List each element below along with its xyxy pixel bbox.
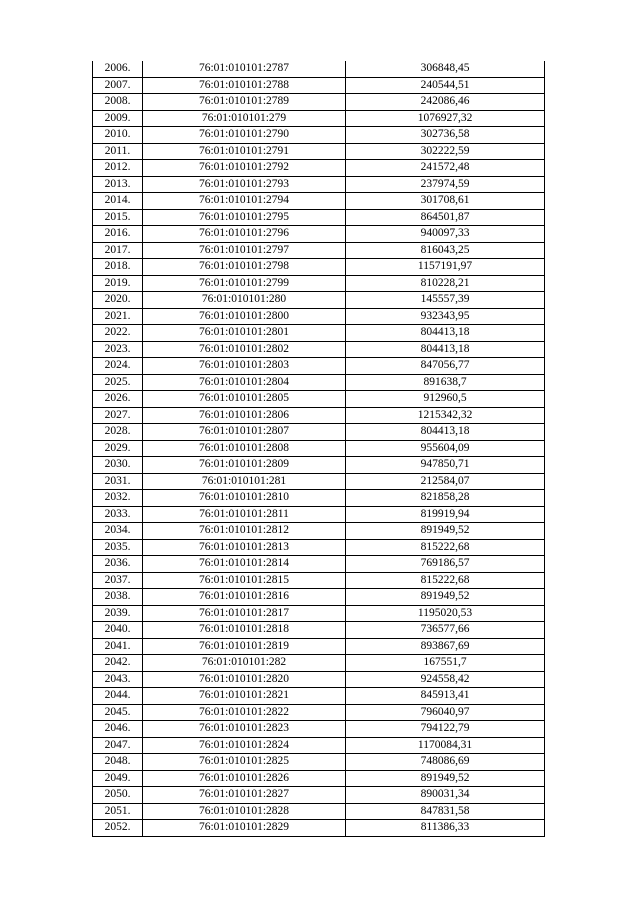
table-row: [93, 671, 545, 688]
table-row: [93, 94, 545, 111]
row-number-cell: 2036.: [93, 556, 143, 573]
cadastral-number-cell: 76:01:010101:2819: [143, 638, 346, 655]
cadastral-number-cell: 76:01:010101:282: [143, 655, 346, 672]
cadastral-value-cell: 241572,48: [346, 160, 545, 177]
cadastral-number-cell: 76:01:010101:2801: [143, 325, 346, 342]
cadastral-value-cell: 804413,18: [346, 424, 545, 441]
table-row: [93, 209, 545, 226]
row-number-cell: 2051.: [93, 803, 143, 820]
table-row: [93, 572, 545, 589]
cadastral-number-cell: 76:01:010101:279: [143, 110, 346, 127]
row-number-cell: 2018.: [93, 259, 143, 276]
table-row: [93, 61, 545, 77]
table-row: [93, 770, 545, 787]
row-number-cell: 2025.: [93, 374, 143, 391]
row-number-cell: 2032.: [93, 490, 143, 507]
table-row: [93, 638, 545, 655]
table-row: [93, 308, 545, 325]
cadastral-value-cell: 912960,5: [346, 391, 545, 408]
row-number-cell: 2008.: [93, 94, 143, 111]
table-row: [93, 820, 545, 837]
table-row: [93, 721, 545, 738]
cadastral-value-cell: 891949,52: [346, 589, 545, 606]
table-row: [93, 242, 545, 259]
table-row: [93, 605, 545, 622]
cadastral-value-cell: 212584,07: [346, 473, 545, 490]
table-row: [93, 704, 545, 721]
cadastral-number-cell: 76:01:010101:2827: [143, 787, 346, 804]
row-number-cell: 2007.: [93, 77, 143, 94]
row-number-cell: 2023.: [93, 341, 143, 358]
table-row: [93, 589, 545, 606]
cadastral-value-cell: 794122,79: [346, 721, 545, 738]
cadastral-value-cell: 301708,61: [346, 193, 545, 210]
cadastral-number-cell: 76:01:010101:2825: [143, 754, 346, 771]
row-number-cell: 2046.: [93, 721, 143, 738]
cadastral-number-cell: 76:01:010101:2818: [143, 622, 346, 639]
row-number-cell: 2013.: [93, 176, 143, 193]
table-row: [93, 77, 545, 94]
table-row: [93, 737, 545, 754]
cadastral-value-cell: 847831,58: [346, 803, 545, 820]
cadastral-value-cell: 306848,45: [346, 61, 545, 77]
cadastral-number-cell: 76:01:010101:2806: [143, 407, 346, 424]
row-number-cell: 2020.: [93, 292, 143, 309]
cadastral-number-cell: 76:01:010101:280: [143, 292, 346, 309]
table-row: [93, 193, 545, 210]
cadastral-value-cell: 237974,59: [346, 176, 545, 193]
cadastral-value-cell: 893867,69: [346, 638, 545, 655]
table-row: [93, 176, 545, 193]
cadastral-value-cell: 845913,41: [346, 688, 545, 705]
row-number-cell: 2027.: [93, 407, 143, 424]
cadastral-value-cell: 167551,7: [346, 655, 545, 672]
cadastral-value-cell: 1157191,97: [346, 259, 545, 276]
row-number-cell: 2041.: [93, 638, 143, 655]
row-number-cell: 2030.: [93, 457, 143, 474]
row-number-cell: 2019.: [93, 275, 143, 292]
cadastral-value-cell: 736577,66: [346, 622, 545, 639]
row-number-cell: 2022.: [93, 325, 143, 342]
cadastral-value-cell: 1170084,31: [346, 737, 545, 754]
table-row: [93, 160, 545, 177]
cadastral-number-cell: 76:01:010101:2810: [143, 490, 346, 507]
table-row: [93, 539, 545, 556]
table-row: [93, 457, 545, 474]
row-number-cell: 2012.: [93, 160, 143, 177]
cadastral-number-cell: 76:01:010101:2789: [143, 94, 346, 111]
cadastral-value-cell: 769186,57: [346, 556, 545, 573]
cadastral-value-cell: 940097,33: [346, 226, 545, 243]
table-row: [93, 473, 545, 490]
table-row: [93, 292, 545, 309]
cadastral-value-cell: 816043,25: [346, 242, 545, 259]
row-number-cell: 2024.: [93, 358, 143, 375]
cadastral-number-cell: 76:01:010101:2800: [143, 308, 346, 325]
cadastral-value-cell: 302736,58: [346, 127, 545, 144]
table-row: [93, 127, 545, 144]
cadastral-value-cell: 810228,21: [346, 275, 545, 292]
cadastral-number-cell: 76:01:010101:2816: [143, 589, 346, 606]
cadastral-number-cell: 76:01:010101:281: [143, 473, 346, 490]
cadastral-value-cell: 1215342,32: [346, 407, 545, 424]
cadastral-value-cell: 1195020,53: [346, 605, 545, 622]
row-number-cell: 2048.: [93, 754, 143, 771]
row-number-cell: 2049.: [93, 770, 143, 787]
table-row: [93, 688, 545, 705]
row-number-cell: 2038.: [93, 589, 143, 606]
table-row: [93, 391, 545, 408]
cadastral-number-cell: 76:01:010101:2814: [143, 556, 346, 573]
cadastral-number-cell: 76:01:010101:2813: [143, 539, 346, 556]
cadastral-number-cell: 76:01:010101:2796: [143, 226, 346, 243]
row-number-cell: 2040.: [93, 622, 143, 639]
row-number-cell: 2034.: [93, 523, 143, 540]
row-number-cell: 2042.: [93, 655, 143, 672]
cadastral-value-cell: 955604,09: [346, 440, 545, 457]
cadastral-number-cell: 76:01:010101:2794: [143, 193, 346, 210]
table-row: [93, 259, 545, 276]
cadastral-number-cell: 76:01:010101:2821: [143, 688, 346, 705]
table-row: [93, 325, 545, 342]
cadastral-value-cell: 242086,46: [346, 94, 545, 111]
table-row: [93, 226, 545, 243]
cadastral-value-cell: 145557,39: [346, 292, 545, 309]
row-number-cell: 2050.: [93, 787, 143, 804]
row-number-cell: 2033.: [93, 506, 143, 523]
cadastral-number-cell: 76:01:010101:2797: [143, 242, 346, 259]
cadastral-number-cell: 76:01:010101:2823: [143, 721, 346, 738]
cadastral-number-cell: 76:01:010101:2812: [143, 523, 346, 540]
row-number-cell: 2011.: [93, 143, 143, 160]
cadastral-value-cell: 302222,59: [346, 143, 545, 160]
cadastral-number-cell: 76:01:010101:2809: [143, 457, 346, 474]
cadastral-number-cell: 76:01:010101:2803: [143, 358, 346, 375]
cadastral-number-cell: 76:01:010101:2804: [143, 374, 346, 391]
cadastral-value-cell: 947850,71: [346, 457, 545, 474]
cadastral-number-cell: 76:01:010101:2820: [143, 671, 346, 688]
row-number-cell: 2047.: [93, 737, 143, 754]
table-row: [93, 622, 545, 639]
row-number-cell: 2021.: [93, 308, 143, 325]
cadastral-number-cell: 76:01:010101:2790: [143, 127, 346, 144]
cadastral-value-cell: 819919,94: [346, 506, 545, 523]
table-row: [93, 787, 545, 804]
row-number-cell: 2006.: [93, 61, 143, 77]
row-number-cell: 2028.: [93, 424, 143, 441]
row-number-cell: 2039.: [93, 605, 143, 622]
row-number-cell: 2045.: [93, 704, 143, 721]
cadastral-number-cell: 76:01:010101:2829: [143, 820, 346, 837]
row-number-cell: 2052.: [93, 820, 143, 837]
cadastral-value-cell: 815222,68: [346, 539, 545, 556]
cadastral-value-cell: 891949,52: [346, 523, 545, 540]
row-number-cell: 2016.: [93, 226, 143, 243]
cadastral-number-cell: 76:01:010101:2793: [143, 176, 346, 193]
cadastral-value-cell: 811386,33: [346, 820, 545, 837]
cadastral-value-cell: 891638,7: [346, 374, 545, 391]
table-row: [93, 523, 545, 540]
row-number-cell: 2031.: [93, 473, 143, 490]
cadastral-number-cell: 76:01:010101:2792: [143, 160, 346, 177]
table-row: [93, 490, 545, 507]
table-row: [93, 655, 545, 672]
cadastral-value-cell: 864501,87: [346, 209, 545, 226]
table-row: [93, 143, 545, 160]
cadastral-value-cell: 932343,95: [346, 308, 545, 325]
cadastral-number-cell: 76:01:010101:2824: [143, 737, 346, 754]
table-row: [93, 407, 545, 424]
row-number-cell: 2017.: [93, 242, 143, 259]
table-row: [93, 275, 545, 292]
table-row: [93, 110, 545, 127]
cadastral-number-cell: 76:01:010101:2811: [143, 506, 346, 523]
row-number-cell: 2035.: [93, 539, 143, 556]
row-number-cell: 2010.: [93, 127, 143, 144]
cadastral-value-cell: 821858,28: [346, 490, 545, 507]
cadastral-number-cell: 76:01:010101:2807: [143, 424, 346, 441]
table-row: [93, 754, 545, 771]
cadastral-value-table: [92, 61, 545, 837]
row-number-cell: 2009.: [93, 110, 143, 127]
table-row: [93, 440, 545, 457]
table-row: [93, 803, 545, 820]
row-number-cell: 2043.: [93, 671, 143, 688]
cadastral-number-cell: 76:01:010101:2791: [143, 143, 346, 160]
cadastral-number-cell: 76:01:010101:2828: [143, 803, 346, 820]
cadastral-number-cell: 76:01:010101:2817: [143, 605, 346, 622]
row-number-cell: 2015.: [93, 209, 143, 226]
cadastral-value-cell: 815222,68: [346, 572, 545, 589]
cadastral-number-cell: 76:01:010101:2788: [143, 77, 346, 94]
cadastral-number-cell: 76:01:010101:2798: [143, 259, 346, 276]
cadastral-number-cell: 76:01:010101:2815: [143, 572, 346, 589]
row-number-cell: 2029.: [93, 440, 143, 457]
cadastral-value-cell: 924558,42: [346, 671, 545, 688]
cadastral-number-cell: 76:01:010101:2808: [143, 440, 346, 457]
cadastral-value-cell: 847056,77: [346, 358, 545, 375]
row-number-cell: 2026.: [93, 391, 143, 408]
row-number-cell: 2037.: [93, 572, 143, 589]
table-row: [93, 341, 545, 358]
cadastral-number-cell: 76:01:010101:2826: [143, 770, 346, 787]
cadastral-value-cell: 796040,97: [346, 704, 545, 721]
table-row: [93, 358, 545, 375]
table-row: [93, 556, 545, 573]
table-row: [93, 374, 545, 391]
row-number-cell: 2014.: [93, 193, 143, 210]
cadastral-number-cell: 76:01:010101:2795: [143, 209, 346, 226]
cadastral-value-cell: 240544,51: [346, 77, 545, 94]
cadastral-value-cell: 804413,18: [346, 341, 545, 358]
row-number-cell: 2044.: [93, 688, 143, 705]
cadastral-number-cell: 76:01:010101:2799: [143, 275, 346, 292]
cadastral-number-cell: 76:01:010101:2787: [143, 61, 346, 77]
cadastral-number-cell: 76:01:010101:2822: [143, 704, 346, 721]
cadastral-value-cell: 890031,34: [346, 787, 545, 804]
cadastral-value-cell: 748086,69: [346, 754, 545, 771]
cadastral-number-cell: 76:01:010101:2805: [143, 391, 346, 408]
table-row: [93, 424, 545, 441]
cadastral-number-cell: 76:01:010101:2802: [143, 341, 346, 358]
cadastral-value-cell: 1076927,32: [346, 110, 545, 127]
cadastral-value-cell: 804413,18: [346, 325, 545, 342]
cadastral-value-cell: 891949,52: [346, 770, 545, 787]
table-body: [93, 61, 545, 836]
table-row: [93, 506, 545, 523]
